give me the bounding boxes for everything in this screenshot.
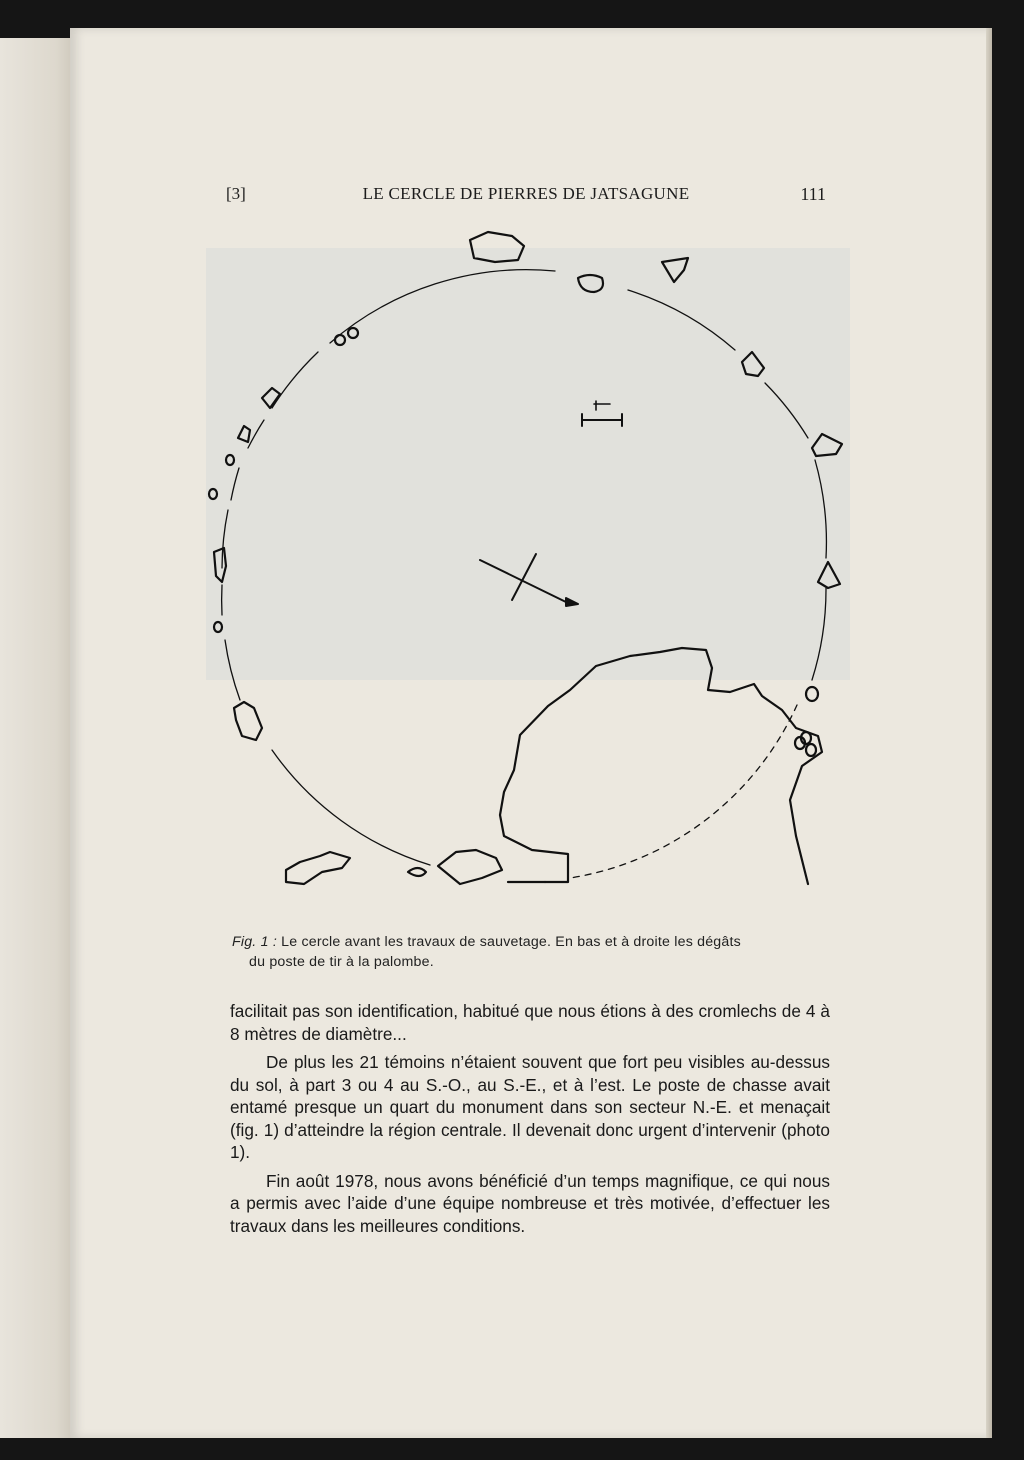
shooting-post-damage-outline bbox=[500, 648, 822, 884]
stone bbox=[262, 388, 280, 408]
circle-outline bbox=[222, 270, 827, 865]
stone bbox=[818, 562, 840, 588]
stone bbox=[578, 275, 603, 292]
stone bbox=[662, 258, 688, 282]
caption-line-1: Le cercle avant les travaux de sauvetage. En bas et à droite les dégâts bbox=[281, 934, 741, 950]
page-right-edge bbox=[986, 28, 992, 1438]
stone bbox=[226, 455, 234, 465]
paragraph: Fin août 1978, nous avons bénéficié d’un temps magnifique, ce qui nous a permis avec l’aide d’une équipe nombreuse et très motivée, d’effectuer les travaux dans les meilleures conditions. bbox=[230, 1170, 830, 1236]
paragraph: De plus les 21 témoins n’étaient souvent que fort peu visibles au-dessus du sol, à part 3 ou 4 au S.-O., au S.-E., et à l’est. Le poste de chasse avait entamé presque un quart du monument dans son secteur N.-E. et menaçait (fig. 1) d’atteindre la région centrale. Il devenait donc urgent d’intervenir (photo 1). bbox=[230, 1052, 830, 1162]
stone bbox=[806, 687, 818, 701]
running-header bbox=[226, 184, 826, 208]
stone bbox=[214, 548, 226, 582]
stone bbox=[335, 335, 345, 345]
stone-circle-figure bbox=[190, 220, 870, 910]
stone bbox=[348, 328, 358, 338]
body-text bbox=[230, 1000, 830, 1243]
stones bbox=[209, 232, 842, 884]
page-number: 111 bbox=[800, 184, 826, 204]
stone bbox=[812, 434, 842, 456]
stone bbox=[438, 850, 502, 884]
caption-label: Fig. 1 : bbox=[232, 934, 277, 950]
running-title: LE CERCLE DE PIERRES DE JATSAGUNE bbox=[362, 184, 690, 203]
section-number: [3] bbox=[226, 184, 246, 203]
circle-dashed-portion bbox=[570, 705, 797, 878]
stone bbox=[238, 426, 250, 442]
left-page-edge bbox=[0, 38, 80, 1438]
figure-caption bbox=[232, 932, 832, 972]
scale-bar bbox=[582, 401, 622, 426]
stone bbox=[408, 868, 426, 876]
stone bbox=[470, 232, 524, 262]
stone bbox=[286, 852, 350, 884]
stone bbox=[209, 489, 217, 499]
north-arrow bbox=[480, 554, 578, 606]
stone bbox=[742, 352, 764, 376]
stone bbox=[806, 744, 816, 756]
stone bbox=[214, 622, 222, 632]
scale-bar-label bbox=[0, 0, 1, 1]
paragraph: facilitait pas son identification, habitué que nous étions à des cromlechs de 4 à 8 mètres de diamètre... bbox=[230, 1001, 830, 1044]
stone bbox=[234, 702, 262, 740]
caption-line-2: du poste de tir à la palombe. bbox=[249, 954, 434, 970]
